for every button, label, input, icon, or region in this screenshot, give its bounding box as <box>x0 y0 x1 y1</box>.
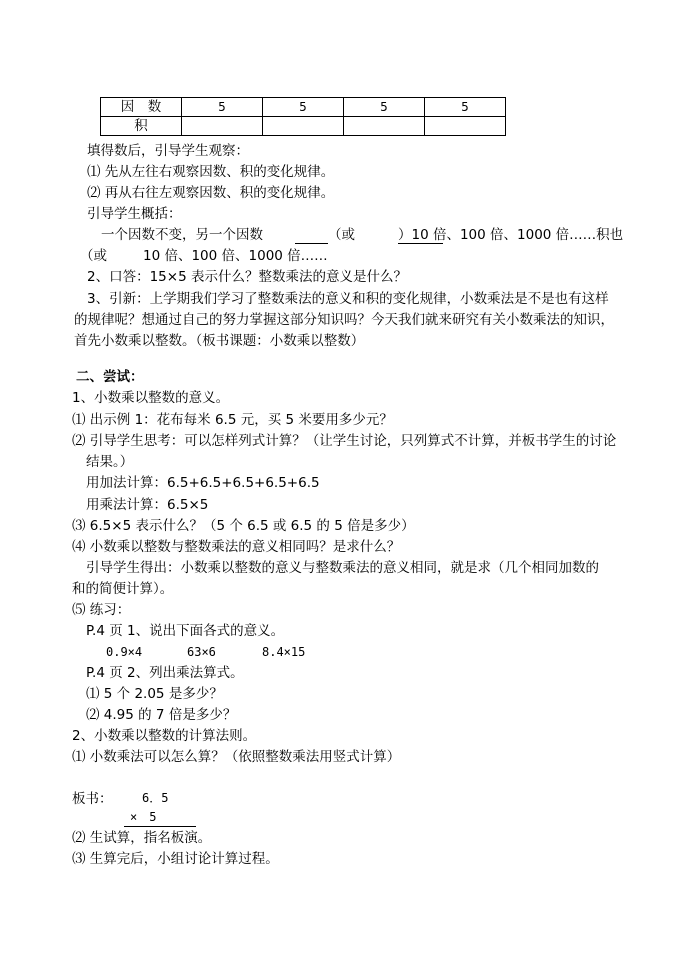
expression: 63×6 <box>187 645 216 659</box>
calc-rule-line <box>124 826 196 827</box>
paragraph-line: ⑸ 练习： <box>72 602 131 618</box>
paragraph-line: 填得数后，引导学生观察： <box>87 143 249 159</box>
paragraph-line: ）10 倍、100 倍、1000 倍……积也 <box>398 227 624 243</box>
paragraph-line: ⑵ 4.95 的 7 倍是多少？ <box>86 707 237 723</box>
table-cell: 5 <box>182 98 263 117</box>
paragraph-line: ⑷ 小数乘以整数与整数乘法的意义相同吗？是求什么？ <box>72 539 401 555</box>
paragraph-line: 3、引新：上学期我们学习了整数乘法的意义和积的变化规律，小数乘法是不是也有这样 <box>87 291 609 307</box>
vertical-calc-top: 6．5 <box>142 791 169 805</box>
table-cell: 5 <box>344 98 425 117</box>
paragraph-line: 2、小数乘以整数的计算法则。 <box>72 728 257 744</box>
paragraph-line: 用加法计算：6.5+6.5+6.5+6.5+6.5 <box>86 475 320 491</box>
paragraph-line: ⑴ 先从左往右观察因数、积的变化规律。 <box>87 164 335 180</box>
table-header-factor: 因 数 <box>101 98 182 117</box>
factor-product-table <box>100 97 506 136</box>
paragraph-line: ⑵ 引导学生思考：可以怎样列式计算？（让学生讨论，只列算式不计算，并板书学生的讨论 <box>72 433 617 449</box>
table-header-product: 积 <box>101 117 182 136</box>
paragraph-line: 引导学生概括： <box>87 206 182 222</box>
paragraph-line: 1、小数乘以整数的意义。 <box>72 390 230 406</box>
table-cell <box>182 117 263 136</box>
paragraph-line: 一个因数不变，另一个因数 <box>101 227 263 243</box>
paragraph-line: ⑴ 小数乘法可以怎么算？（依照整数乘法用竖式计算） <box>72 749 401 765</box>
table-row <box>101 98 506 117</box>
paragraph-line: （或 <box>328 227 355 243</box>
paragraph-line: 引导学生得出：小数乘以整数的意义与整数乘法的意义相同，就是求（几个相同加数的 <box>86 560 599 576</box>
paragraph-line: P.4 页 2、列出乘法算式。 <box>86 665 244 681</box>
paragraph-line: ⑴ 出示例 1：花布每米 6.5 元，买 5 米要用多少元？ <box>72 412 393 428</box>
paragraph-line: ⑶ 生算完后，小组讨论计算过程。 <box>72 851 279 867</box>
paragraph-line: ⑴ 5 个 2.05 是多少？ <box>86 686 223 702</box>
paragraph-line: 结果。） <box>86 454 134 470</box>
paragraph-line: ⑵ 生试算，指名板演。 <box>72 830 212 846</box>
board-label: 板书： <box>72 791 113 807</box>
expression: 8.4×15 <box>262 645 306 659</box>
paragraph-line: 首先小数乘以整数。（板书课题：小数乘以整数） <box>74 333 365 349</box>
table-cell <box>263 117 344 136</box>
paragraph-line: 的规律呢？想通过自己的努力掌握这部分知识吗？今天我们就来研究有关小数乘法的知识， <box>74 312 614 328</box>
paragraph-line: 10 倍、100 倍、1000 倍…… <box>143 248 328 264</box>
paragraph-line: P.4 页 1、说出下面各式的意义。 <box>86 623 285 639</box>
vertical-calc-multiplier: × 5 <box>130 810 157 824</box>
paragraph-line: 和的简便计算）。 <box>72 581 174 597</box>
table-row <box>101 117 506 136</box>
fill-blank <box>295 243 328 244</box>
expression: 0.9×4 <box>106 645 143 659</box>
table-cell: 5 <box>263 98 344 117</box>
paragraph-line: ⑵ 再从右往左观察因数、积的变化规律。 <box>87 185 335 201</box>
paragraph-line: 用乘法计算：6.5×5 <box>86 497 209 513</box>
table-cell: 5 <box>425 98 506 117</box>
table-cell <box>425 117 506 136</box>
paragraph-line: （或 <box>80 248 107 264</box>
paragraph-line: 2、口答：15×5 表示什么？整数乘法的意义是什么？ <box>87 269 407 285</box>
section-heading: 二、尝试： <box>76 369 144 385</box>
paragraph-line: ⑶ 6.5×5 表示什么？（5 个 6.5 或 6.5 的 5 倍是多少） <box>72 518 415 534</box>
table-cell <box>344 117 425 136</box>
